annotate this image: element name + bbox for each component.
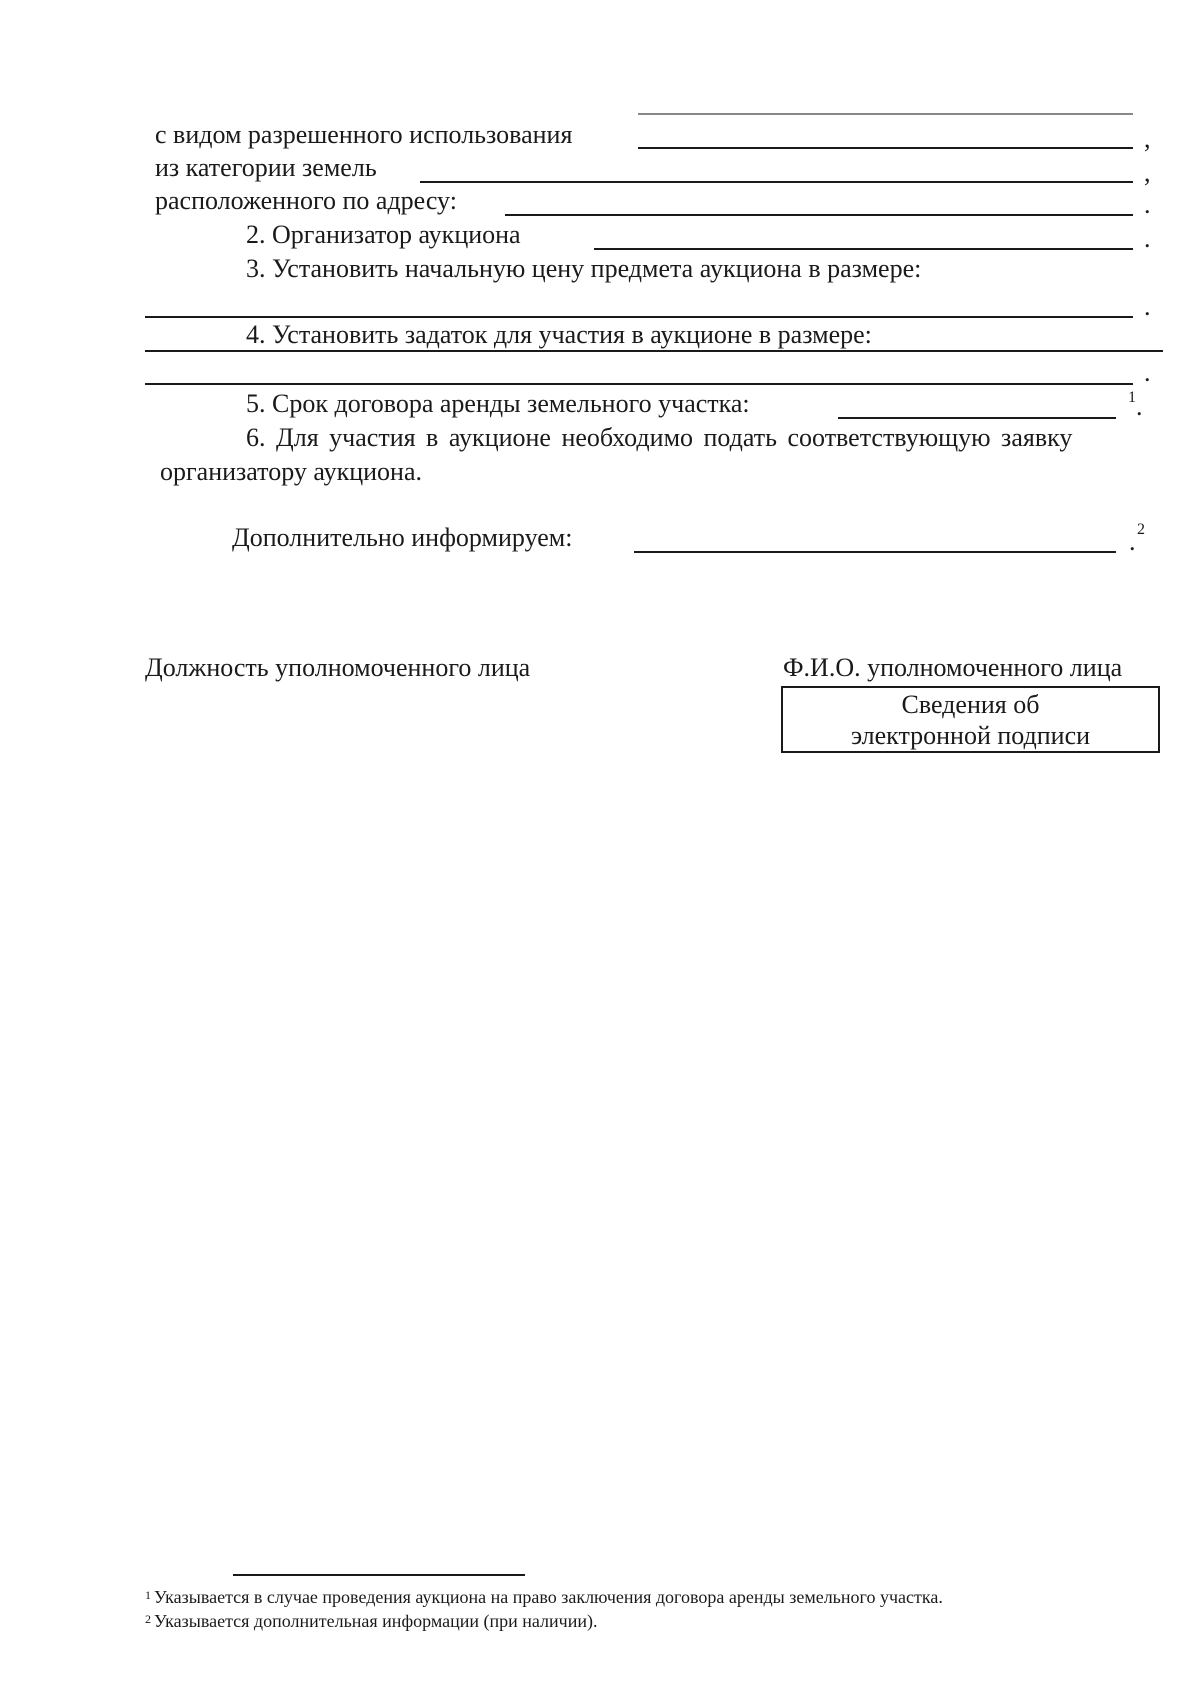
land-category-field[interactable] [420, 181, 1133, 183]
organizer-field[interactable] [594, 248, 1133, 250]
additional-info-field[interactable] [634, 551, 1116, 553]
land-category-comma: , [1144, 158, 1151, 187]
land-category-label: из категории земель [155, 153, 377, 182]
item-application-line2: организатору аукциона. [160, 457, 422, 486]
permitted-use-field[interactable] [638, 147, 1133, 149]
footnote-1-text: Указывается в случае проведения аукциона на право заключения договора аренды земельного участка. [154, 1587, 943, 1607]
item-start-price-label: 3. Установить начальную цену предмета аукциона в размере: [246, 254, 922, 283]
lease-term-period: . [1136, 392, 1143, 421]
start-price-field[interactable] [145, 316, 1133, 318]
footnote-1 [145, 1586, 943, 1608]
esignature-line1: Сведения об [901, 690, 1040, 719]
deposit-period: . [1144, 358, 1151, 387]
footnote-2-text: Указывается дополнительная информации (при наличии). [154, 1611, 598, 1631]
permitted-use-label: с видом разрешенного использования [155, 120, 573, 149]
permitted-use-comma: , [1144, 124, 1151, 153]
address-label: расположенного по адресу: [155, 186, 457, 215]
esignature-box [781, 686, 1160, 753]
footnote-2 [145, 1610, 597, 1632]
footnote-ref-2: 2 [1137, 521, 1145, 538]
deposit-field[interactable] [145, 383, 1133, 385]
top-rule [638, 113, 1133, 115]
item-lease-term-label: 5. Срок договора аренды земельного участка: [246, 389, 750, 418]
start-price-period: . [1144, 292, 1151, 321]
position-label: Должность уполномоченного лица [145, 653, 531, 682]
address-period: . [1144, 190, 1151, 219]
organizer-period: . [1144, 224, 1151, 253]
additional-info-label: Дополнительно информируем: [232, 523, 573, 552]
esignature-line2: электронной подписи [850, 721, 1091, 750]
name-label: Ф.И.О. уполномоченного лица [783, 653, 1123, 682]
footnote-1-mark: 1 [145, 1588, 151, 1602]
item-organizer-label: 2. Организатор аукциона [246, 220, 521, 249]
deposit-rule-upper [145, 350, 1163, 352]
footnote-separator [233, 1574, 525, 1576]
additional-info-period: . [1129, 527, 1136, 556]
item-application-line1: 6. Для участия в аукционе необходимо подать соответствующую заявку [246, 423, 1073, 452]
address-field[interactable] [505, 214, 1133, 216]
item-deposit-label: 4. Установить задаток для участия в аукционе в размере: [246, 320, 872, 349]
footnote-ref-1: 1 [1128, 389, 1136, 406]
lease-term-field[interactable] [838, 417, 1116, 419]
footnote-2-mark: 2 [145, 1612, 151, 1626]
